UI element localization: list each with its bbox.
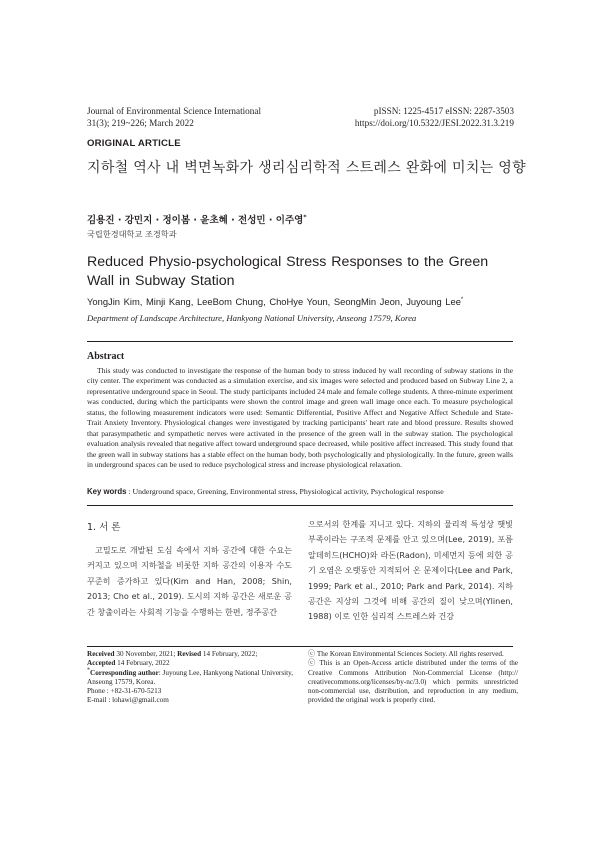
issn: pISSN: 1225-4517 eISSN: 2287-3503 <box>373 106 514 116</box>
abstract-heading: Abstract <box>87 351 125 362</box>
corresponding-author: *Corresponding author: Juyoung Lee, Hankyong National University, Anseong 17579, Korea. <box>87 667 294 686</box>
korean-title: 지하철 역사 내 벽면녹화가 생리심리학적 스트레스 완화에 미치는 영향 <box>87 160 526 176</box>
abstract-body <box>87 366 513 471</box>
korean-author-names: 김용진 · 강민지 · 정이봄 · 윤초혜 · 전성민 · 이주영 <box>87 215 304 226</box>
copyright-notice: ⓒ The Korean Environmental Sciences Society. All rights reserved. <box>308 650 504 658</box>
english-author-names: YongJin Kim, Minji Kang, LeeBom Chung, ChoHye Youn, SeongMin Jeon, Juyoung Lee <box>87 296 461 307</box>
article-type-label: ORIGINAL ARTICLE <box>87 138 181 149</box>
keywords-text: : Underground space, Greening, Environmental stress, Physiological activity, Psychological response <box>126 487 444 496</box>
english-title-line1: Reduced Physio-psychological Stress Responses to the Green <box>87 254 489 270</box>
section-heading-introduction: 1. 서 론 <box>87 522 121 533</box>
footnote-rule <box>87 646 513 647</box>
body-column-right <box>308 517 513 625</box>
body-column-left <box>87 543 292 620</box>
body-paragraph: 고밀도로 개발된 도심 속에서 지하 공간에 대한 수요는 커지고 있으며 지하철을 비롯한 지하 공간의 이용자 수도 꾸준히 증가하고 있다(Kim and Han, 2008; Shin, 2013; Cho et al., 2019). 도시의 지하 공간은 새로운 공간 창출이라는 사회적 기능을 수행하는 한편, 정주공간 <box>87 545 292 617</box>
phone: Phone : +82-31-670-5213 <box>87 687 162 696</box>
license-notice: ⓒ This is an Open-Access article distributed under the terms of the Creative Commons Attribution Non-Commercial License (http:// creativecommons.org/licenses/by-nc/3.0) which permits unrestricted non-commercial use, distribution, and reproduction in any medium, provided the original work is properly cited. <box>308 659 518 705</box>
english-title-line2: Wall in Subway Station <box>87 273 235 289</box>
corresponding-mark: * <box>303 213 307 221</box>
english-affiliation: Department of Landscape Architecture, Hankyong National University, Anseong 17579, Korea <box>87 313 417 323</box>
dates-line2: Accepted 14 February, 2022 <box>87 659 170 668</box>
keywords <box>87 487 513 496</box>
footnote-copyright <box>308 650 518 706</box>
journal-volume: 31(3); 219~226; March 2022 <box>87 118 194 128</box>
body-paragraph: 으로서의 한계를 지니고 있다. 지하의 물리적 특성상 햇빛 부족이라는 구조적 문제를 안고 있으며(Lee, 2019), 포름알데히드(HCHO)와 라돈(Radon), 미세먼지 등에 의한 공기 오염은 오랫동안 지적되어 온 문제이다(Lee and Park, 1999; Park et al., 2010; Park and Park, 2014). 지하 공간은 지상의 그것에 비해 공간의 질이 낮으며(Ylinen, 1988) 이로 인한 심리적 스트레스와 건강 <box>308 519 513 622</box>
doi-link[interactable]: https://doi.org/10.5322/JESI.2022.31.3.219 <box>354 118 514 128</box>
korean-authors <box>87 212 306 226</box>
abstract-top-rule <box>87 341 513 342</box>
english-title <box>87 253 527 291</box>
abstract-text: This study was conducted to investigate the response of the human body to stress induced by wall recording of subway stations in the city center. The experiment was conducted as a simulation exercise, and six images were selected and produced based on Subway Line 2, a representative underground space in Seoul. The study participants included 24 male and female college students. A three-minute experiment was conducted, during which the participants were shown the control image and green wall image once each. To measure psychological status, the following measurement indicators were used: Semantic Differential, Positive Affect and Negative Affect Schedule and State-Trait Anxiety Inventory. Physiological changes were investigated by tracking participants' heart rate and blood pressure. Results showed that parasympathetic and sympathetic nerves were activated in the presence of the green wall in the subway station. The psychological evaluation analysis revealed that negative affect toward underground space decreased, while positive affect increased. This study found that the green wall in subway stations has a stable effect on the human body, both psychologically and physiologically. In the future, green walls in underground spaces can be used to reduce psychological stress and increase physiological relaxation. <box>87 366 513 470</box>
english-authors <box>87 296 463 307</box>
keywords-label: Key words <box>87 487 127 496</box>
dates-line1: Received 30 November, 2021; Revised 14 February, 2022; <box>87 650 258 658</box>
journal-identifiers <box>274 105 514 129</box>
abstract-bottom-rule <box>87 505 513 506</box>
footnote-dates-contact <box>87 650 297 706</box>
corresponding-mark: * <box>460 296 464 303</box>
email[interactable]: E-mail : lohawi@gmail.com <box>87 696 169 705</box>
journal-name: Journal of Environmental Science International <box>87 106 261 116</box>
korean-affiliation: 국립한경대학교 조경학과 <box>87 229 177 239</box>
